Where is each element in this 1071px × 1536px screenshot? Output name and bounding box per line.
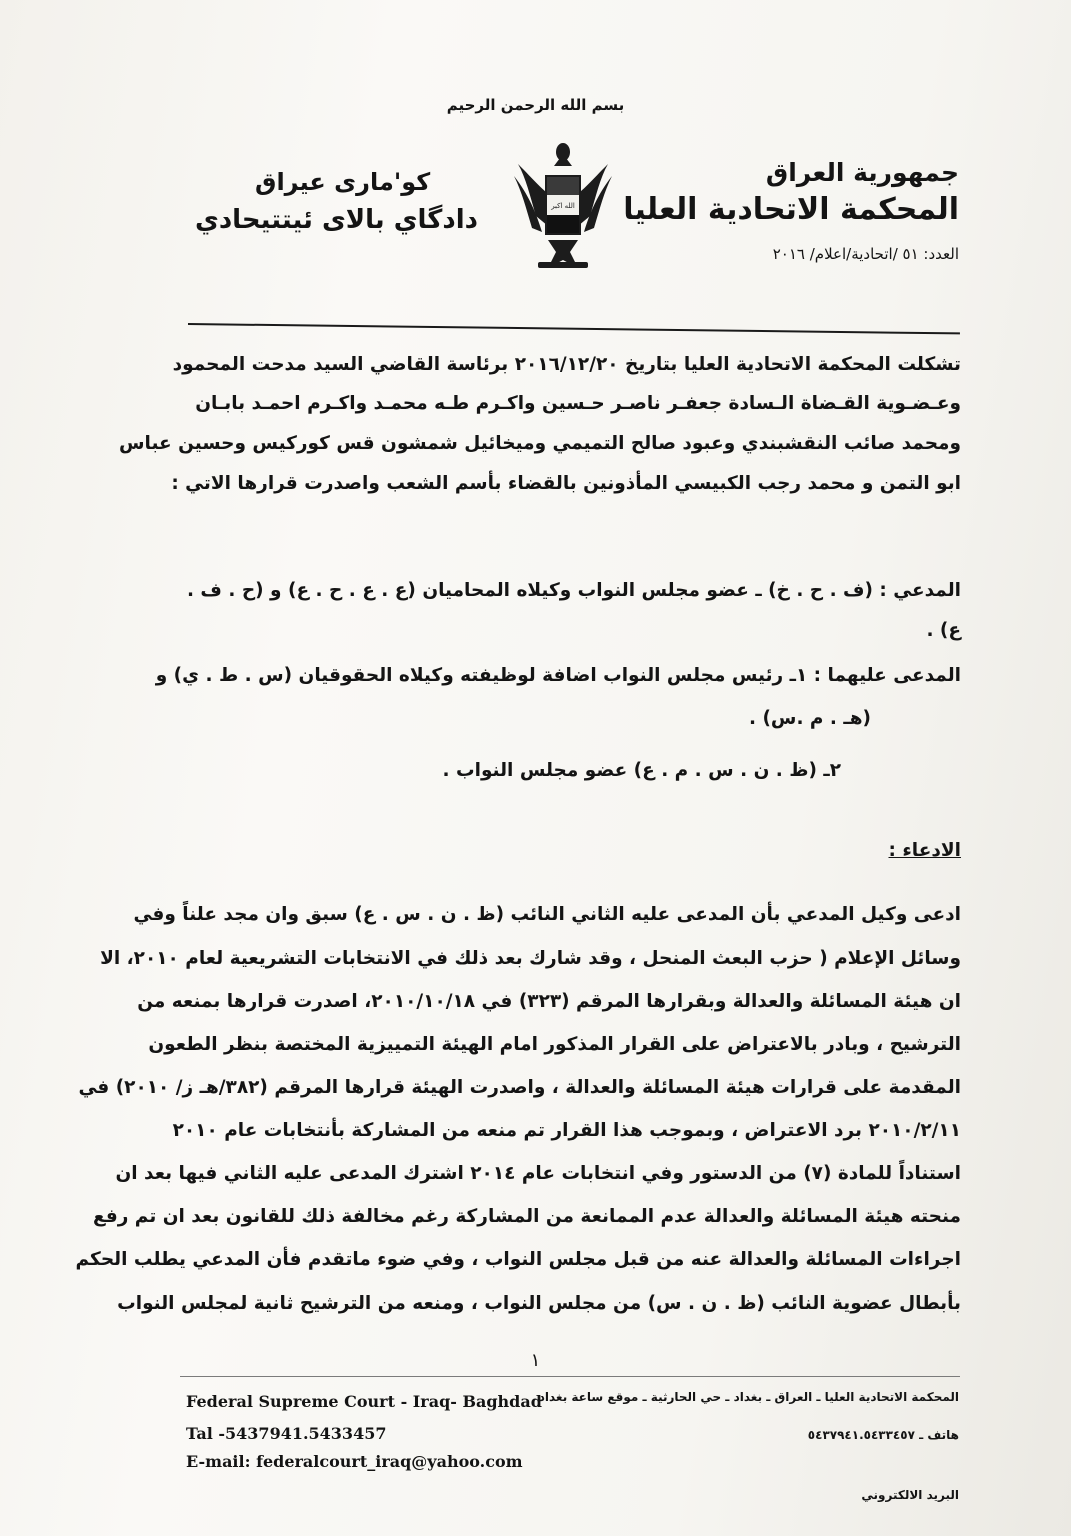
claim-line: منحته هيئة المسائلة والعدالة عدم الممانعة من المشاركة رغم مخالفة ذلك للقانون بعد ان تم رفع [92,1206,961,1227]
footer-email-label-ar: البريد الالكتروني [861,1488,959,1502]
claim-line: بأبطال عضوية النائب (ظ . ن . س) من مجلس النواب ، ومنعه من الترشيح ثانية لمجلس النواب [117,1293,961,1314]
defendant-two: ٢ـ (ظ . ن . س . م . ع) عضو مجلس النواب . [442,760,841,781]
footer-court-en: Federal Supreme Court - Iraq- Baghdad [186,1392,542,1411]
claim-line: اجراءات المسائلة والعدالة عنه من قبل مجلس النواب ، وفي ضوء ماتقدم فأن المدعي يطلب الحكم [75,1249,961,1270]
footer-address-ar: المحكمة الاتحادية العليا ـ العراق ـ بغداد ـ حي الحارثية ـ موقع ساعة بغداد [538,1390,959,1404]
claim-heading: الادعاء : [888,840,961,861]
emblem-text: الله اكبر [551,202,575,210]
claim-line: الترشيح ، وبادر بالاعتراض على القرار المذكور امام الهيئة التمييزية المختصة بنظر الطعون [148,1034,961,1055]
footer-divider [180,1376,960,1377]
plaintiff-line: المدعي : (ف . ح . خ) ـ عضو مجلس النواب وكيلاه المحاميان (ع . ع . ح . ع) و (ح . ف . [186,580,961,601]
country-name-ar: جمهورية العراق [765,158,959,187]
intro-line: ابو التمن و محمد رجب الكبيسي المأذونين بالقضاء بأسم الشعب واصدرت قرارها الاتي : [171,473,961,494]
header-divider [188,323,960,334]
claim-line: ادعى وكيل المدعي بأن المدعى عليه الثاني النائب (ظ . ن . س . ع) سبق وان مجد علناً وفي [133,904,961,925]
page-number: ١ [530,1350,541,1371]
intro-line: تشكلت المحكمة الاتحادية العليا بتاريخ ٢٠١٦/١٢/٢٠ برئاسة القاضي السيد مدحت المحمود [172,354,961,375]
defendants-line: (هـ . م .س) . [749,708,871,729]
basmala: بسم الله الرحمن الرحيم [446,96,625,114]
court-name-ku: دادگاي بالاى ئيتتيحادي [195,205,479,235]
plaintiff-line: ع) . [926,620,961,641]
intro-line: ومحمد صائب النقشبندي وعبود صالح التميمي وميخائيل شمشون قس كوركيس وحسين عباس [119,433,961,454]
claim-line: المقدمة على قرارات هيئة المسائلة والعدالة ، واصدرت الهيئة قرارها المرقم (٣٨٢/هـ ز/ ٢٠١٠) في [78,1077,961,1098]
claim-line: ان هيئة المسائلة والعدالة وبقرارها المرقم (٣٢٣) في ٢٠١٠/١٠/١٨، اصدرت قرارها بمنعه من [137,991,961,1012]
footer-phone-en: Tal -5437941.5433457 [186,1424,387,1443]
defendants-line: المدعى عليهما : ١ـ رئيس مجلس النواب اضافة لوظيفته وكيلاه الحقوقيان (س . ط . ي) و [155,665,961,686]
iraq-eagle-emblem [508,136,618,276]
court-name-ar: المحكمة الاتحادية العليا [623,192,959,227]
claim-line: ٢٠١٠/٢/١١ برد الاعتراض ، وبموجب هذا القرار تم منعه من المشاركة بأنتخابات عام ٢٠١٠ [172,1120,961,1141]
footer-email-en[interactable]: E-mail: federalcourt_iraq@yahoo.com [186,1452,523,1471]
claim-line: استناداً للمادة (٧) من الدستور وفي انتخابات عام ٢٠١٤ اشترك المدعى عليه الثاني فيها بعد ان [115,1163,961,1184]
reference-number: العدد: ٥١ /اتحادية/اعلام/ ٢٠١٦ [772,245,959,263]
country-name-ku: كو'مارى عيراق [255,168,431,196]
footer-phone-ar: هاتف ـ ٥٤٣٧٩٤١.٥٤٣٣٤٥٧ [807,1428,959,1442]
intro-line: وعـضـوية القـضاة الـسادة جعفـر ناصـر حـسين واكـرم طـه محمـد واكـرم احمـد بابـان [195,393,961,414]
claim-line: وسائل الإعلام ( حزب البعث المنحل ، وقد شارك بعد ذلك في الانتخابات التشريعية لعام ٢٠١٠، الا [100,948,961,969]
